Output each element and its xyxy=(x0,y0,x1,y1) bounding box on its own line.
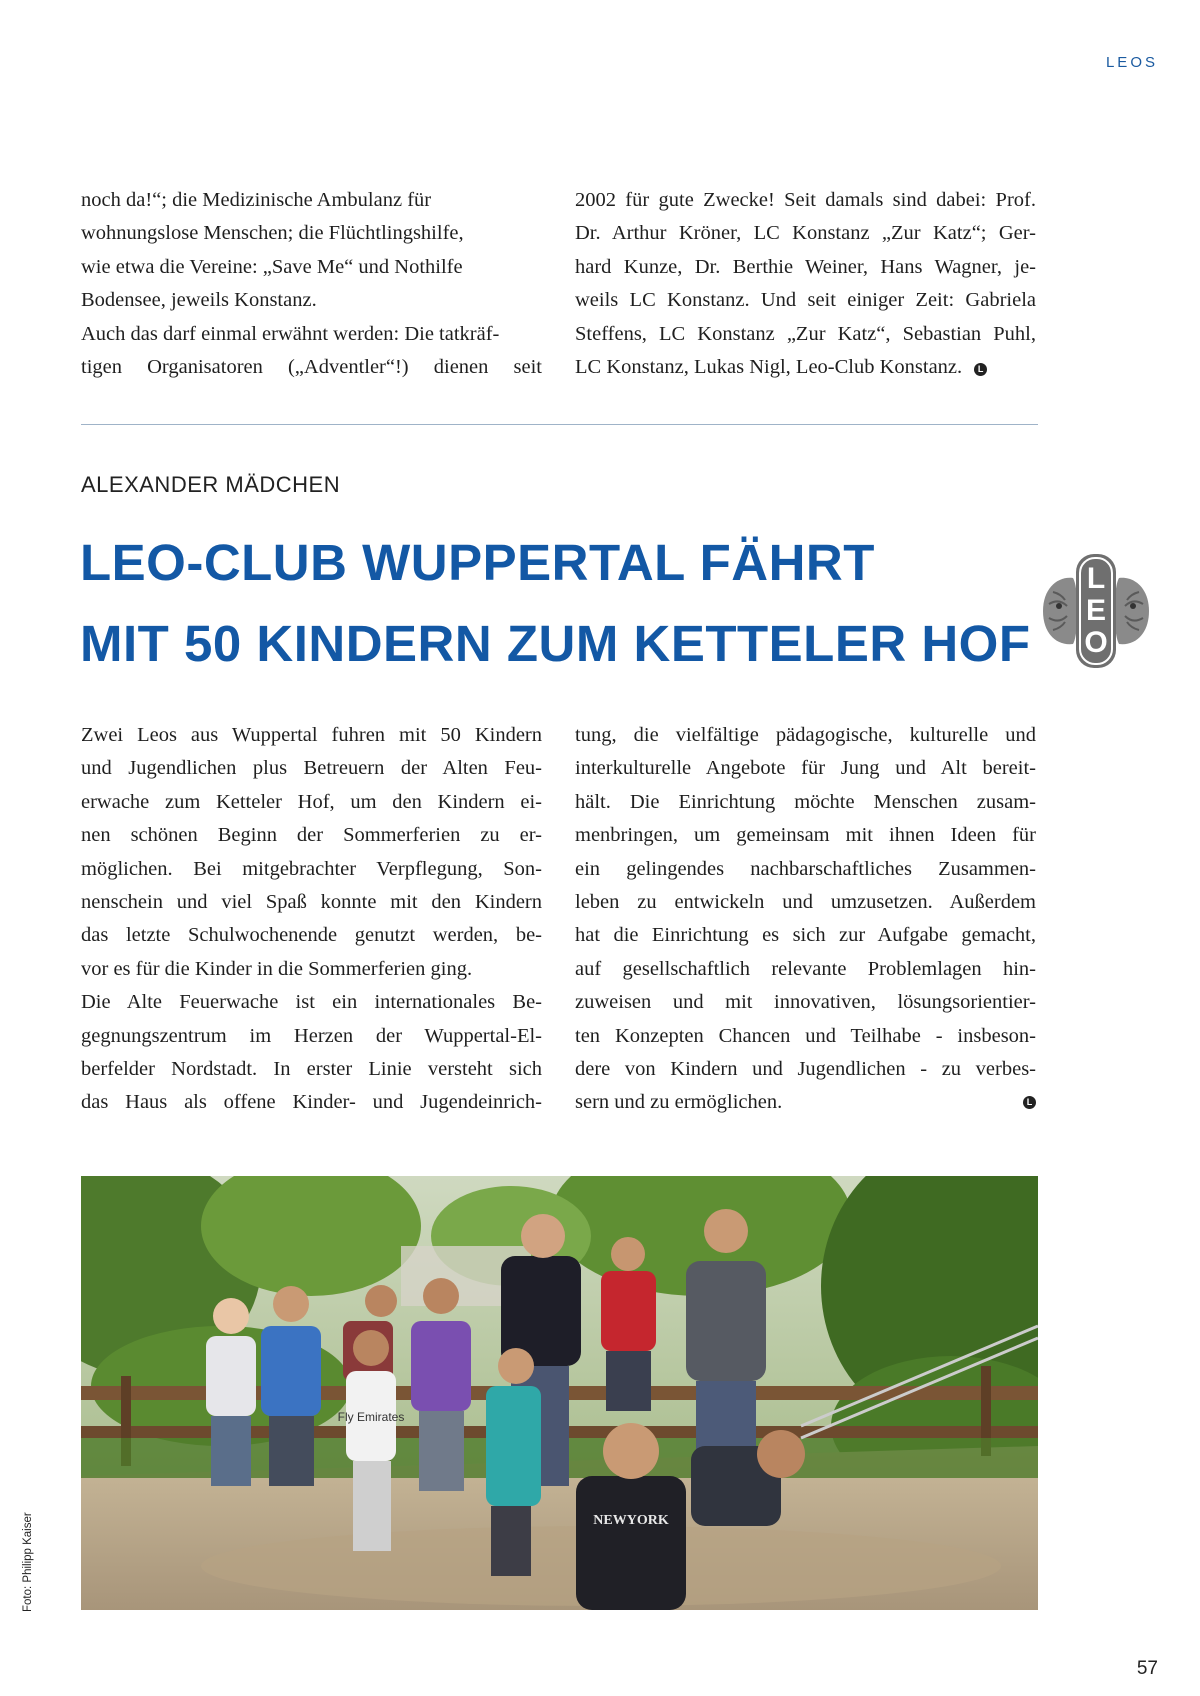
text-line: das Haus als offene Kinder- und Jugendeinrich- xyxy=(81,1091,542,1114)
group-photo-illustration xyxy=(81,1176,1038,1610)
text-line: Auch das darf einmal erwähnt werden: Die tatkräf- xyxy=(81,322,500,345)
text-line: Zwei Leos aus Wuppertal fuhren mit 50 Kindern xyxy=(81,724,542,746)
previous-article-left-column xyxy=(81,184,542,384)
shirt-text: NEWYORK xyxy=(593,1513,669,1528)
text-line: Dr. Arthur Kröner, LC Konstanz „Zur Katz“; Ger- xyxy=(575,222,1036,245)
text-line: menbringen, um gemeinsam mit ihnen Ideen für xyxy=(575,824,1036,847)
logo-letter: E xyxy=(1085,594,1107,627)
text-line: erwache zum Ketteler Hof, um den Kindern ei- xyxy=(81,790,542,813)
text-line: dere von Kindern und Jugendlichen - zu verbes- xyxy=(575,1058,1036,1081)
text-line: tung, die vielfältige pädagogische, kulturelle und xyxy=(575,724,1036,746)
text-line: ten Konzepten Chancen und Teilhabe - insbeson- xyxy=(575,1024,1036,1047)
text-line: ein gelingendes nachbarschaftliches Zusammen- xyxy=(575,857,1036,880)
text-line: hält. Die Einrichtung möchte Menschen zusam- xyxy=(575,790,1036,813)
text-line: hard Kunze, Dr. Berthie Weiner, Hans Wagner, je- xyxy=(575,255,1036,278)
shirt-text: Fly Emirates xyxy=(337,1410,405,1424)
leo-logo-icon xyxy=(1033,548,1159,674)
text-line: Die Alte Feuerwache ist ein internationales Be- xyxy=(81,991,542,1014)
text-line: und Jugendlichen plus Betreuern der Alten Feu- xyxy=(81,757,542,780)
text-line: interkulturelle Angebote für Jung und Alt bereit- xyxy=(575,757,1036,780)
page-number: 57 xyxy=(1136,1658,1158,1679)
text-line: vor es für die Kinder in die Sommerferien ging. xyxy=(81,957,473,980)
headline-line: LEO-CLUB WUPPERTAL FÄHRT xyxy=(80,534,875,591)
photo-credit: Foto: Philipp Kaiser xyxy=(22,1512,34,1612)
text-line-last xyxy=(575,351,1036,384)
group-photo xyxy=(81,1176,1038,1610)
text-line: weils LC Konstanz. Und seit einiger Zeit: Gabriela xyxy=(575,289,1036,312)
text-line: leben zu entwickeln und umzusetzen. Außerdem xyxy=(575,891,1036,914)
section-divider xyxy=(81,424,1038,425)
text-line: hat die Einrichtung es sich zur Aufgabe gemacht, xyxy=(575,924,1036,947)
previous-article-right-column xyxy=(575,184,1036,384)
end-of-article-icon: L xyxy=(1023,1096,1036,1109)
text-line: sern und zu ermöglichen. xyxy=(575,1091,783,1114)
headline-line: MIT 50 KINDERN ZUM KETTELER HOF xyxy=(80,615,1031,672)
text-line: das letzte Schulwochenende genutzt werden, be- xyxy=(81,924,542,947)
text-line: tigen Organisatoren („Adventler“!) dienen seit xyxy=(81,356,542,379)
end-of-article-icon: L xyxy=(974,363,987,376)
text-line-last xyxy=(575,1086,1036,1119)
text-line: berfelder Nordstadt. In erster Linie versteht sich xyxy=(81,1058,542,1081)
text-line: auf gesellschaftlich relevante Problemlagen hin- xyxy=(575,957,1036,980)
text-line: nenschein und viel Spaß konnte mit den Kindern xyxy=(81,891,542,914)
text-line: zuweisen und mit innovativen, lösungsorientier- xyxy=(575,991,1036,1014)
text-line: möglichen. Bei mitgebrachter Verpflegung, Son- xyxy=(81,857,542,880)
logo-letter: O xyxy=(1084,626,1108,659)
section-label: LEOS xyxy=(1105,54,1158,71)
text-line: gegnungszentrum im Herzen der Wuppertal-El- xyxy=(81,1024,542,1047)
text-line: Steffens, LC Konstanz „Zur Katz“, Sebastian Puhl, xyxy=(575,322,1036,345)
text-line: wohnungslose Menschen; die Flüchtlingshilfe, xyxy=(81,222,464,245)
text-line: nen schönen Beginn der Sommerferien zu er- xyxy=(81,824,542,847)
article-headline xyxy=(80,522,1031,684)
article-right-column xyxy=(575,719,1036,1120)
text-line: Bodensee, jeweils Konstanz. xyxy=(81,289,317,312)
article-author: ALEXANDER MÄDCHEN xyxy=(81,472,341,497)
text-line: LC Konstanz, Lukas Nigl, Leo-Club Konstanz. xyxy=(575,356,963,379)
text-line: 2002 für gute Zwecke! Seit damals sind dabei: Prof. xyxy=(575,189,1036,211)
logo-letter: L xyxy=(1086,562,1106,595)
text-line: noch da!“; die Medizinische Ambulanz für xyxy=(81,189,432,211)
article-left-column xyxy=(81,719,542,1120)
text-line: wie etwa die Vereine: „Save Me“ und Nothilfe xyxy=(81,255,463,278)
